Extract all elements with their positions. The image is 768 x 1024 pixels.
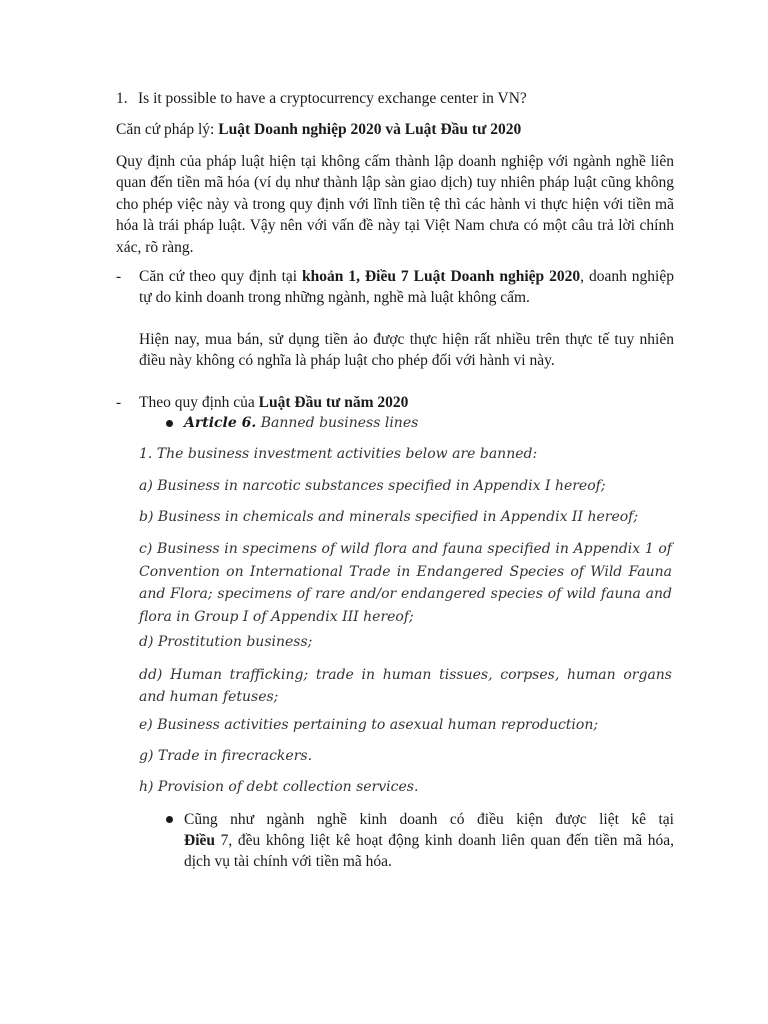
article-clause: a) Business in narcotic substances specified in Appendix I hereof; [139,478,606,494]
legal-basis-prefix: Căn cứ pháp lý: [116,121,219,138]
dash-marker: - [116,394,122,411]
article-clause: 1. The business investment activities below are banned: [139,446,538,462]
question-text: Is it possible to have a cryptocurrency exchange center in VN? [138,90,527,107]
dash-item-prefix: Căn cứ theo quy định tại [139,268,303,285]
article-clause: c) Business in specimens of wild flora and fauna specified in Appendix 1 of Convention on International Trade in Endangered Species of Wild Fauna and Flora; specimens of rare and/or endangered species of wild fauna and flora in Group I of Appendix III hereof; [139,541,672,625]
dash-item-suffix: , doanh nghiệp tự do kinh doanh trong những ngành, nghề mà luật không cấm. [139,268,674,306]
conclusion-rest [184,830,674,872]
dash-item-bold: khoản 1, Điều 7 Luật Doanh nghiệp 2020 [302,268,581,285]
article-clause: g) Trade in firecrackers. [139,748,313,764]
dash-item-bold: Luật Đầu tư năm 2020 [258,394,409,411]
bullet-icon [166,816,173,823]
article-clause: dd) Human trafficking; trade in human tissues, corpses, human organs and human fetuses; [139,667,672,705]
intro-paragraph: Quy định của pháp luật hiện tại không cấm thành lập doanh nghiệp với ngành nghề liên quan đến tiền mã hóa (ví dụ như thành lập sàn giao dịch) tuy nhiên pháp luật cũng không cho phép việc này và trong quy định với lĩnh tiền tệ thì các hành vi thực hiện với tiền mã hóa là trái pháp luật. Vậy nên với vấn đề này tại Việt Nam chưa có một câu trả lời chính xác, rõ ràng. [116,153,674,256]
article-title-rest: Banned business lines [256,415,419,431]
dash-marker: - [116,268,122,285]
question-heading [116,88,676,109]
dash-item-dau-tu [139,392,674,413]
article-clause: b) Business in chemicals and minerals specified in Appendix II hereof; [139,509,639,525]
conclusion-text: 7, đều không liệt kê hoạt động kinh doanh liên quan đến tiền mã hóa, dịch vụ tài chính với tiền mã hóa. [184,832,674,870]
dash-item-extra: Hiện nay, mua bán, sử dụng tiền ảo được thực hiện rất nhiều trên thực tế tuy nhiên điều này không có nghĩa là pháp luật cho phép đối với hành vi này. [139,331,674,369]
article-title-bold: Article 6. [184,415,257,431]
article-clause: d) Prostitution business; [139,634,313,650]
conclusion-line1: Cũng như ngành nghề kinh doanh có điều kiện được liệt kê tại [184,811,674,828]
dash-item-doanh-nghiep [139,266,674,308]
article-clause: e) Business activities pertaining to asexual human reproduction; [139,717,599,733]
legal-basis-laws: Luật Doanh nghiệp 2020 và Luật Đầu tư 2020 [218,121,522,138]
legal-basis [116,119,676,140]
conclusion-bold: Điều [184,832,215,849]
question-number: 1. [116,90,128,107]
dash-item-prefix: Theo quy định của [139,394,259,411]
article-title [184,413,664,434]
bullet-icon [166,420,173,427]
article-clause: h) Provision of debt collection services. [139,779,419,795]
